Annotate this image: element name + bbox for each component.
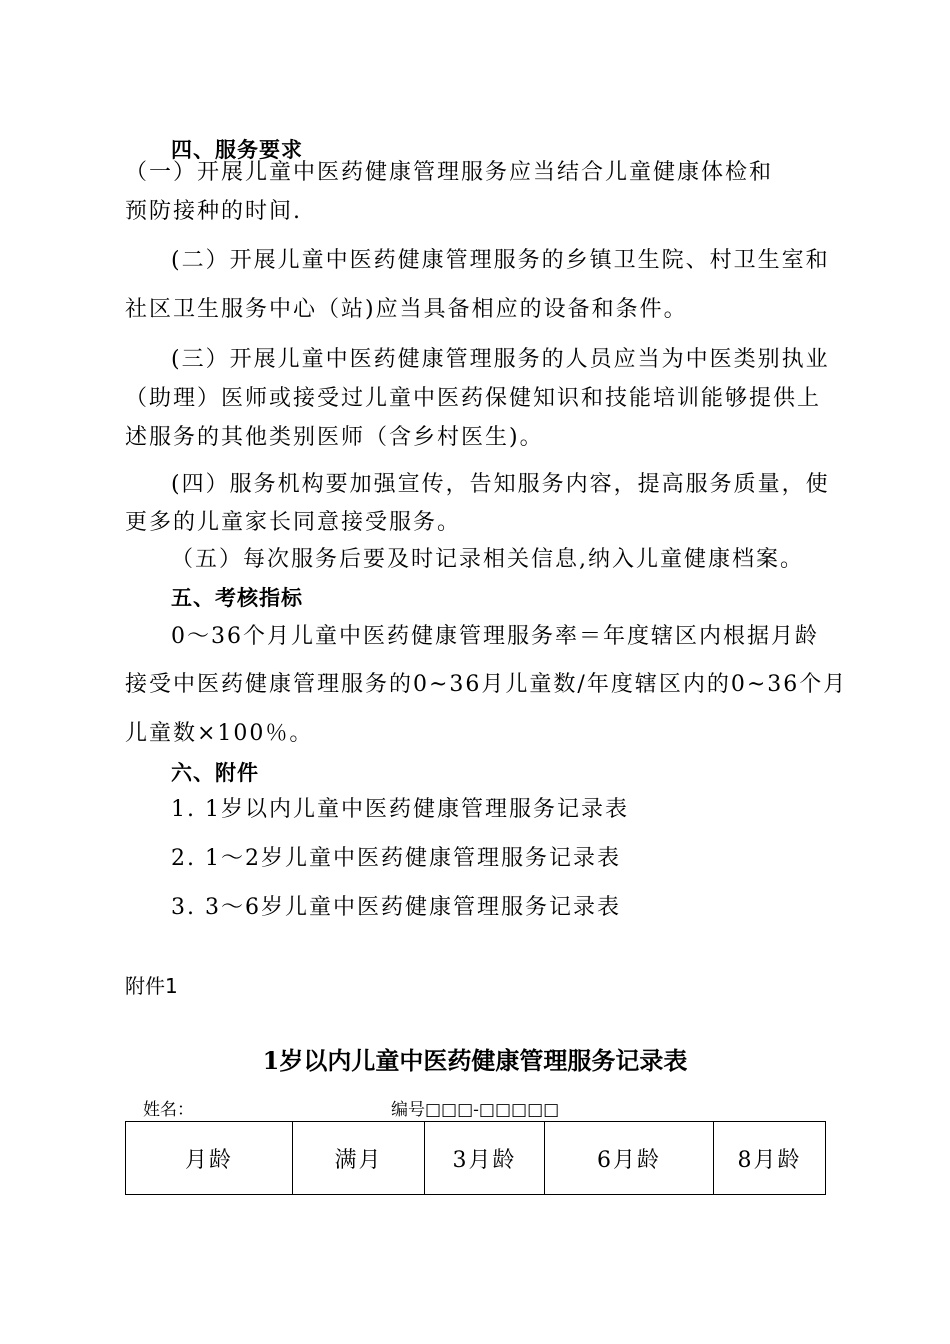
section-5-heading: 五、考核指标 [171, 586, 303, 610]
section-4-item-3-line-3: 述服务的其他类别医师（含乡村医生)。 [125, 425, 544, 450]
table-cell-full-month: 满月 [293, 1122, 425, 1195]
annex-list-item: 2. 1～2岁儿童中医药健康管理服务记录表 [171, 846, 621, 871]
section-5-line-1: 0～36个月儿童中医药健康管理服务率＝年度辖区内根据月龄 [171, 624, 819, 649]
record-number-label: 编号□□□-□□□□□ [391, 1100, 560, 1120]
section-4-item-2-line-1: (二）开展儿童中医药健康管理服务的乡镇卫生院、村卫生室和 [171, 248, 830, 273]
name-label: 姓名： [143, 1100, 194, 1120]
section-4-item-3-line-2: （助理）医师或接受过儿童中医药保健知识和技能培训能够提供上 [125, 386, 822, 411]
section-6-heading: 六、附件 [171, 761, 259, 785]
section-5-line-3: 儿童数×100％。 [125, 721, 314, 746]
table-row [126, 1122, 826, 1195]
annex-list-item: 1. 1岁以内儿童中医药健康管理服务记录表 [171, 797, 629, 822]
table-cell-month-age: 月龄 [126, 1122, 293, 1195]
table-title: 1岁以内儿童中医药健康管理服务记录表 [262, 1046, 688, 1075]
table-cell-8-months: 8月龄 [714, 1122, 826, 1195]
section-4-heading: 四、服务要求 [171, 138, 303, 162]
table-cell-3-months: 3月龄 [425, 1122, 545, 1195]
section-4-item-4-line-2: 更多的儿童家长同意接受服务。 [125, 510, 462, 535]
section-5-line-2: 接受中医药健康管理服务的0~36月儿童数/年度辖区内的0~36个月 [125, 672, 848, 697]
section-4-item-1-line-2: 预防接种的时间. [125, 199, 302, 224]
section-4-item-4-line-1: (四）服务机构要加强宣传，告知服务内容，提高服务质量，使 [171, 472, 830, 497]
annex-list-item: 3. 3～6岁儿童中医药健康管理服务记录表 [171, 895, 621, 920]
section-4-item-5-line-1: （五）每次服务后要及时记录相关信息,纳入儿童健康档案。 [171, 547, 804, 572]
section-4-item-1-line-1: （一）开展儿童中医药健康管理服务应当结合儿童健康体检和 [125, 160, 774, 185]
section-4-item-2-line-2: 社区卫生服务中心（站)应当具备相应的设备和条件。 [125, 297, 688, 322]
annex-label: 附件1 [125, 974, 178, 998]
section-4-item-3-line-1: (三）开展儿童中医药健康管理服务的人员应当为中医类别执业 [171, 347, 830, 372]
record-table [125, 1121, 826, 1195]
table-cell-6-months: 6月龄 [545, 1122, 714, 1195]
